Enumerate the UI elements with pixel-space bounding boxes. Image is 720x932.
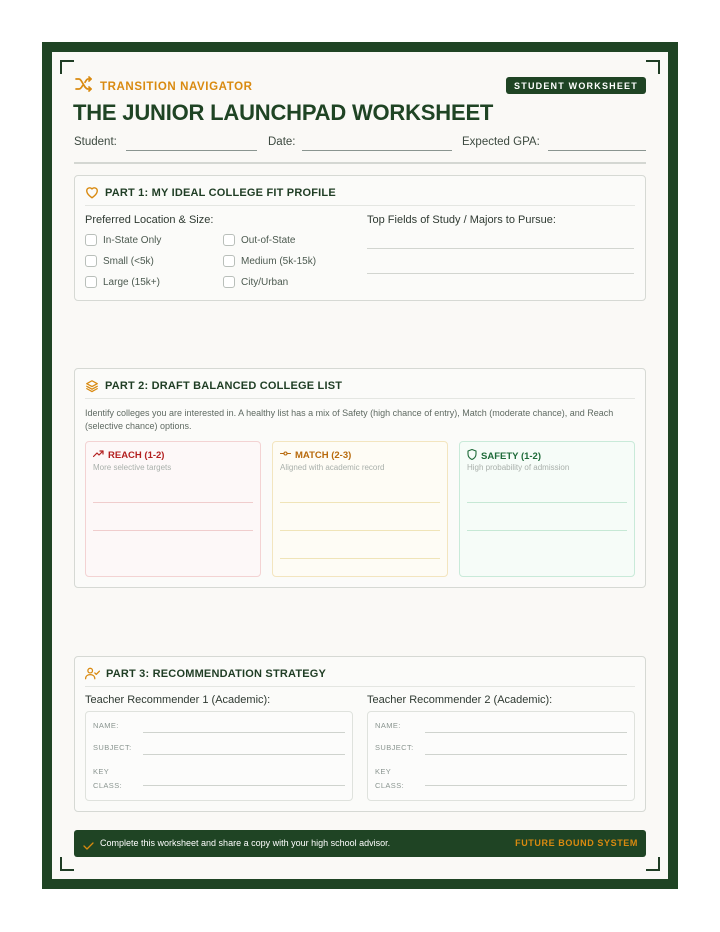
checkbox-in-state[interactable] bbox=[85, 234, 161, 246]
name-field[interactable] bbox=[425, 732, 627, 733]
reach-title-text: REACH (1-2) bbox=[108, 449, 165, 461]
student-field[interactable] bbox=[126, 150, 257, 151]
date-field[interactable] bbox=[302, 150, 452, 151]
part1-title: PART 1: MY IDEAL COLLEGE FIT PROFILE bbox=[105, 187, 336, 199]
class-label: CLASS: bbox=[93, 781, 123, 790]
recommender1-label: Teacher Recommender 1 (Academic): bbox=[85, 694, 271, 706]
match-title bbox=[280, 449, 351, 461]
checkbox-box[interactable] bbox=[223, 276, 235, 288]
safety-column bbox=[459, 441, 635, 577]
footer-message: Complete this worksheet and share a copy with your high school advisor. bbox=[100, 838, 391, 848]
checkbox-out-of-state[interactable] bbox=[223, 234, 295, 246]
shuffle-icon bbox=[74, 76, 94, 97]
gpa-field[interactable] bbox=[548, 150, 646, 151]
checkbox-box[interactable] bbox=[223, 255, 235, 267]
reach-column bbox=[85, 441, 261, 577]
date-label: Date: bbox=[268, 136, 296, 148]
match-subtitle: Aligned with academic record bbox=[280, 463, 385, 472]
part2-description: Identify colleges you are interested in. A healthy list has a mix of Safety (high chance of entry), Match (moderate chance), and Reach (selective chance) options. bbox=[85, 408, 614, 431]
checkbox-label: Out-of-State bbox=[241, 234, 296, 246]
checkbox-label: Small (<5k) bbox=[103, 255, 154, 267]
recommender2-label: Teacher Recommender 2 (Academic): bbox=[367, 694, 553, 706]
name-label: NAME: bbox=[375, 721, 401, 730]
student-label: Student: bbox=[74, 136, 117, 148]
user-check-icon bbox=[85, 667, 100, 685]
safety-subtitle: High probability of admission bbox=[467, 463, 570, 472]
match-line[interactable] bbox=[280, 558, 440, 559]
class-label: CLASS: bbox=[375, 781, 405, 790]
student-info-row bbox=[74, 135, 646, 155]
key-class-field[interactable] bbox=[425, 785, 627, 786]
check-icon bbox=[83, 838, 94, 856]
commit-icon bbox=[280, 449, 291, 461]
heart-icon bbox=[85, 186, 99, 204]
subject-field[interactable] bbox=[143, 754, 345, 755]
corner-mark bbox=[646, 857, 660, 871]
worksheet-badge: STUDENT WORKSHEET bbox=[506, 77, 646, 94]
reach-subtitle: More selective targets bbox=[93, 463, 172, 472]
fields-line[interactable] bbox=[367, 273, 634, 274]
part3-header bbox=[85, 667, 635, 687]
safety-line[interactable] bbox=[467, 530, 627, 531]
corner-mark bbox=[60, 857, 74, 871]
checkbox-label: In-State Only bbox=[103, 234, 162, 246]
safety-title bbox=[467, 449, 541, 463]
key-label: KEY bbox=[375, 767, 392, 776]
checkbox-label: City/Urban bbox=[241, 276, 289, 288]
footer-brand: FUTURE BOUND SYSTEM bbox=[515, 838, 638, 848]
checkbox-medium[interactable] bbox=[223, 255, 316, 267]
match-line[interactable] bbox=[280, 530, 440, 531]
part3-title: PART 3: RECOMMENDATION STRATEGY bbox=[106, 668, 327, 680]
checkbox-label: Medium (5k-15k) bbox=[241, 255, 317, 267]
checkbox-large[interactable] bbox=[85, 276, 160, 288]
reach-line[interactable] bbox=[93, 502, 253, 503]
fields-of-study-label: Top Fields of Study / Majors to Pursue: bbox=[367, 214, 556, 226]
checkbox-box[interactable] bbox=[223, 234, 235, 246]
subject-label: SUBJECT: bbox=[375, 743, 414, 752]
layers-icon bbox=[85, 379, 99, 398]
checkbox-small[interactable] bbox=[85, 255, 154, 267]
corner-mark bbox=[60, 60, 74, 74]
name-field[interactable] bbox=[143, 732, 345, 733]
part2-card bbox=[74, 368, 646, 588]
checkbox-city-urban[interactable] bbox=[223, 276, 288, 288]
recommender1-box bbox=[85, 711, 353, 801]
name-label: NAME: bbox=[93, 721, 119, 730]
trending-up-icon bbox=[93, 449, 104, 461]
reach-line[interactable] bbox=[93, 530, 253, 531]
checkbox-label: Large (15k+) bbox=[103, 276, 160, 288]
key-label: KEY bbox=[93, 767, 110, 776]
divider bbox=[74, 162, 646, 164]
match-title-text: MATCH (2-3) bbox=[295, 449, 352, 461]
checkbox-box[interactable] bbox=[85, 255, 97, 267]
location-size-label: Preferred Location & Size: bbox=[85, 214, 214, 226]
part1-card bbox=[74, 175, 646, 301]
checkbox-box[interactable] bbox=[85, 234, 97, 246]
brand bbox=[74, 76, 253, 97]
shield-icon bbox=[467, 449, 477, 463]
key-class-field[interactable] bbox=[143, 785, 345, 786]
reach-title bbox=[93, 449, 164, 461]
part2-title: PART 2: DRAFT BALANCED COLLEGE LIST bbox=[105, 380, 343, 392]
part2-header bbox=[85, 379, 635, 399]
subject-field[interactable] bbox=[425, 754, 627, 755]
gpa-label: Expected GPA: bbox=[462, 136, 540, 148]
part1-header bbox=[85, 186, 635, 206]
safety-title-text: SAFETY (1-2) bbox=[481, 450, 542, 462]
subject-label: SUBJECT: bbox=[93, 743, 132, 752]
corner-mark bbox=[646, 60, 660, 74]
safety-line[interactable] bbox=[467, 502, 627, 503]
part3-card bbox=[74, 656, 646, 812]
brand-label: TRANSITION NAVIGATOR bbox=[100, 80, 253, 93]
checkbox-box[interactable] bbox=[85, 276, 97, 288]
match-line[interactable] bbox=[280, 502, 440, 503]
footer-bar bbox=[74, 830, 646, 857]
recommender2-box bbox=[367, 711, 635, 801]
fields-line[interactable] bbox=[367, 248, 634, 249]
match-column bbox=[272, 441, 448, 577]
page-title: THE JUNIOR LAUNCHPAD WORKSHEET bbox=[73, 100, 494, 125]
